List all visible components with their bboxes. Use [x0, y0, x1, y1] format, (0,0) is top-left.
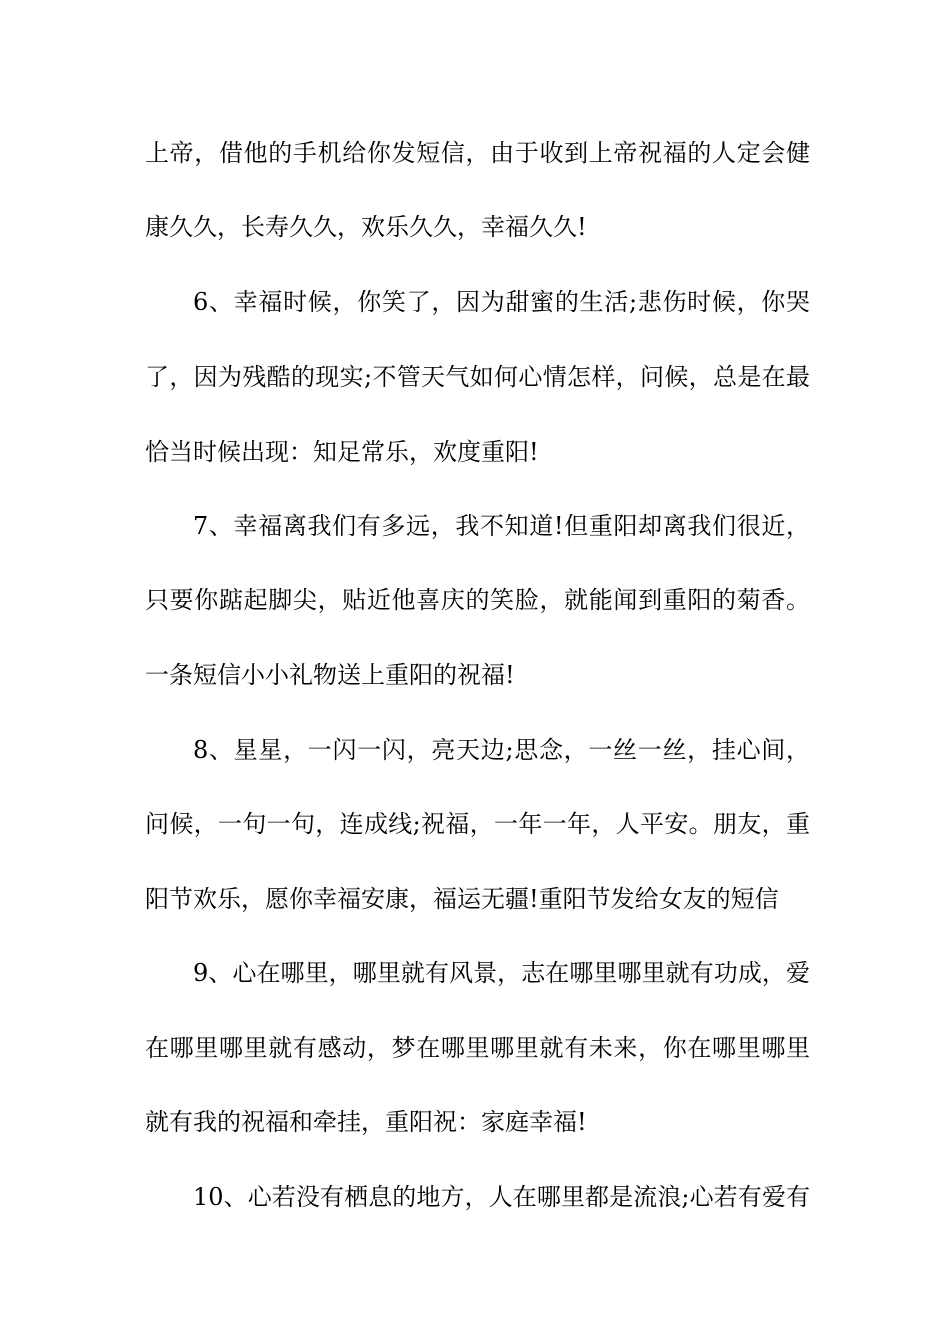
paragraph-8-start: 8、星星，一闪一闪，亮天边;思念，一丝一丝，挂心间， [193, 736, 810, 764]
text-line: 了，因为残酷的现实;不管天气如何心情怎样，问候，总是在最 [145, 363, 810, 391]
text-line: 阳节欢乐，愿你幸福安康，福运无疆!重阳节发给女友的短信 [145, 885, 779, 913]
paragraph-7-start: 7、幸福离我们有多远，我不知道!但重阳却离我们很近， [193, 512, 810, 540]
paragraph-10-start: 10、心若没有栖息的地方，人在哪里都是流浪;心若有爱有 [193, 1183, 810, 1211]
text-line: 上帝，借他的手机给你发短信，由于收到上帝祝福的人定会健 [145, 139, 810, 167]
text-line: 康久久，长寿久久，欢乐久久，幸福久久! [145, 213, 587, 241]
text-line: 问候，一句一句，连成线;祝福，一年一年，人平安。朋友，重 [145, 810, 810, 838]
text-line: 只要你踮起脚尖，贴近他喜庆的笑脸，就能闻到重阳的菊香。 [145, 586, 810, 614]
paragraph-9-start: 9、心在哪里，哪里就有风景，志在哪里哪里就有功成，爱 [193, 959, 810, 987]
text-line: 在哪里哪里就有感动，梦在哪里哪里就有未来，你在哪里哪里 [145, 1034, 810, 1062]
text-line: 恰当时候出现：知足常乐，欢度重阳! [145, 438, 539, 466]
text-line: 就有我的祝福和牵挂，重阳祝：家庭幸福! [145, 1108, 587, 1136]
text-line: 一条短信小小礼物送上重阳的祝福! [145, 661, 515, 689]
paragraph-6-start: 6、幸福时候，你笑了，因为甜蜜的生活;悲伤时候，你哭 [193, 288, 810, 316]
